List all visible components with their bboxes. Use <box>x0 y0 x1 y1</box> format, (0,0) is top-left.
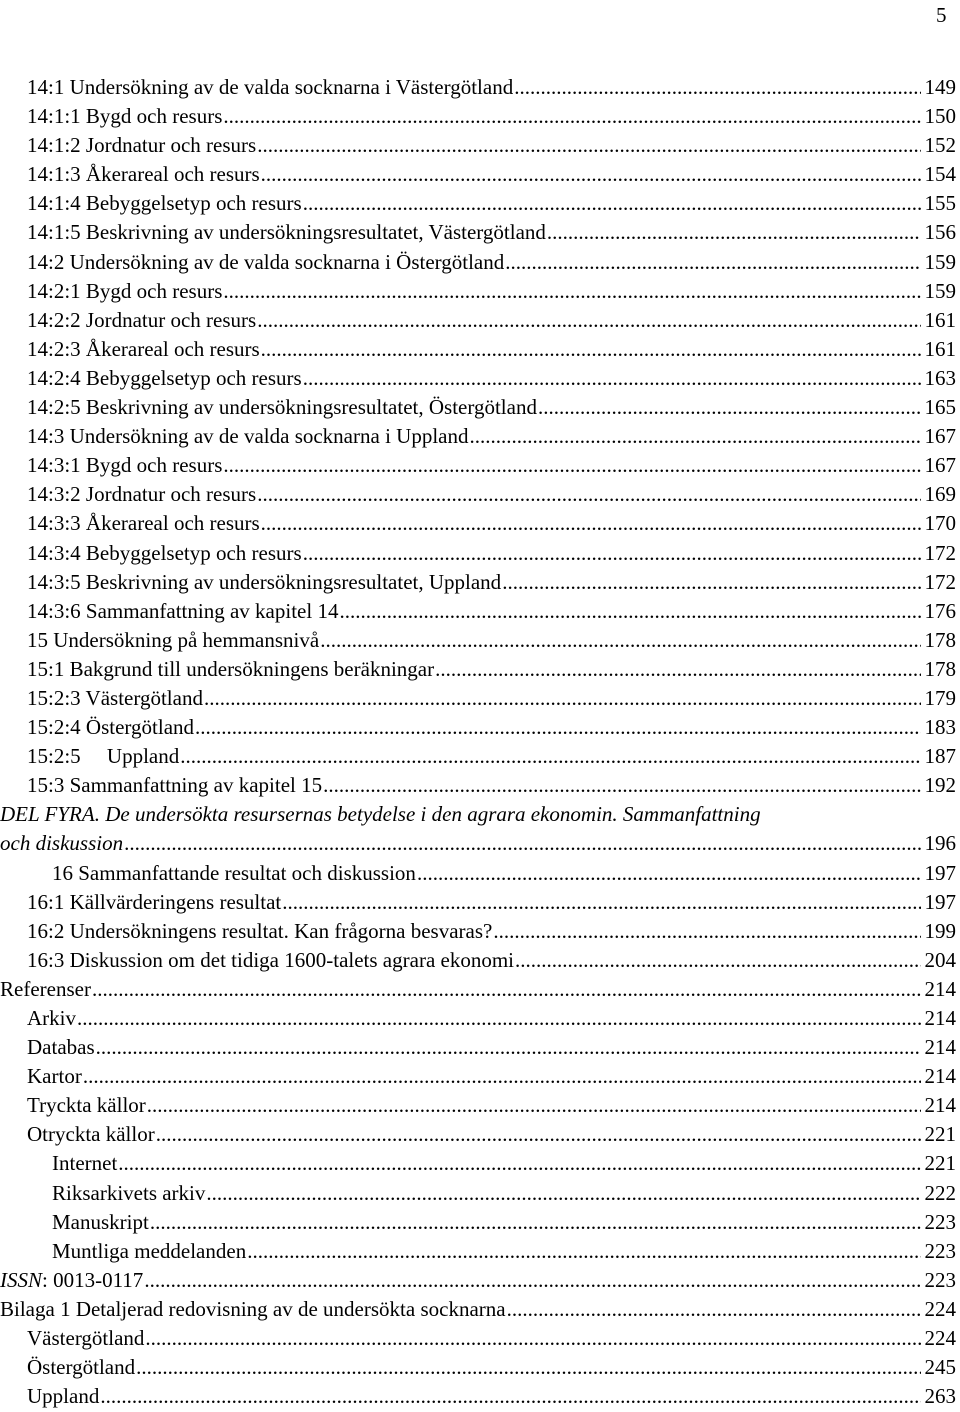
toc-entry-del-fyra[interactable] <box>0 800 956 858</box>
toc-entry[interactable] <box>0 131 956 160</box>
toc-entry-label: Referenser <box>0 976 91 1001</box>
dot-leader <box>469 422 920 451</box>
dot-leader <box>144 1266 920 1295</box>
toc-entry[interactable] <box>0 888 956 917</box>
toc-entry[interactable] <box>0 1004 956 1033</box>
toc-entry-label: Muntliga meddelanden <box>52 1238 247 1263</box>
dot-leader <box>147 1091 921 1120</box>
toc-entry[interactable] <box>0 742 956 771</box>
toc-entry[interactable] <box>0 1324 956 1353</box>
dot-leader <box>83 1062 921 1091</box>
toc-entry-label: 15:2:5 Uppland <box>27 744 180 769</box>
toc-entry-page: 263 <box>924 1384 956 1409</box>
dot-leader <box>145 1324 920 1353</box>
dot-leader <box>257 306 920 335</box>
toc-entry-label: 14:3:3 Åkerareal och resurs <box>27 511 260 536</box>
toc-entry[interactable] <box>0 655 956 684</box>
toc-entry[interactable] <box>0 451 956 480</box>
dot-leader <box>547 218 921 247</box>
toc-entry-page: 223 <box>924 1238 956 1263</box>
toc-entry-page: 179 <box>924 685 956 710</box>
dot-leader <box>257 131 920 160</box>
toc-entry-page: 161 <box>924 307 956 332</box>
toc-entry[interactable] <box>0 1295 956 1324</box>
toc-entry[interactable] <box>0 859 956 888</box>
dot-leader <box>417 859 921 888</box>
toc-entry-label: Databas <box>27 1035 95 1060</box>
issn-abbreviation: ISSN <box>0 1267 42 1292</box>
toc-entry-page: 199 <box>924 918 956 943</box>
toc-entry-page: 159 <box>924 278 956 303</box>
toc-entry-page: 187 <box>924 744 956 769</box>
dot-leader <box>180 742 920 771</box>
dot-leader <box>247 1237 920 1266</box>
dot-leader <box>223 277 920 306</box>
toc-entry-label: 14:1:3 Åkerareal och resurs <box>27 162 260 187</box>
toc-entry-label: 14:1:2 Jordnatur och resurs <box>27 133 257 158</box>
dot-leader <box>538 393 921 422</box>
toc-entry-page: 152 <box>924 133 956 158</box>
toc-entry-page: 165 <box>924 395 956 420</box>
toc-entry[interactable] <box>0 102 956 131</box>
page-number: 5 <box>936 3 947 27</box>
toc-entry-page: 192 <box>924 773 956 798</box>
toc-entry-label: 16:3 Diskussion om det tidiga 1600-talets agrara ekonomi <box>27 947 514 972</box>
toc-entry-label: Internet <box>52 1151 118 1176</box>
toc-entry-label: 15:2:3 Västergötland <box>27 685 203 710</box>
toc-entry[interactable] <box>0 1149 956 1178</box>
toc-entry-page: 224 <box>924 1326 956 1351</box>
dot-leader <box>204 684 921 713</box>
toc-entry[interactable] <box>0 160 956 189</box>
toc-entry-label: 14:1:1 Bygd och resurs <box>27 104 223 129</box>
dot-leader <box>124 829 920 858</box>
toc-entry[interactable] <box>0 946 956 975</box>
dot-leader <box>100 1382 920 1411</box>
issn-number: : 0013-0117 <box>42 1267 144 1292</box>
toc-entry[interactable] <box>0 626 956 655</box>
toc-entry-page: 214 <box>924 1064 956 1089</box>
toc-entry[interactable] <box>0 393 956 422</box>
toc-entry[interactable] <box>0 306 956 335</box>
toc-entry-page: 214 <box>924 1006 956 1030</box>
dot-leader <box>223 451 920 480</box>
toc-entry-page: 178 <box>924 656 956 681</box>
table-of-contents <box>0 73 956 1411</box>
toc-entry[interactable] <box>0 1237 956 1266</box>
toc-entry-label: Västergötland <box>27 1326 145 1351</box>
toc-entry[interactable] <box>0 1382 956 1411</box>
toc-entry-label: 14:3:4 Bebyggelsetyp och resurs <box>27 540 302 565</box>
toc-entry-page: 155 <box>924 191 956 216</box>
toc-entry-page: 178 <box>924 627 956 652</box>
toc-entry-label: Tryckta källor <box>27 1093 146 1118</box>
toc-entry-page: 159 <box>924 249 956 274</box>
dot-leader <box>303 364 921 393</box>
toc-entry-label: 16 Sammanfattande resultat och diskussion <box>52 860 416 885</box>
dot-leader <box>77 1004 921 1033</box>
toc-entry[interactable] <box>0 480 956 509</box>
toc-section-14-15 <box>0 73 956 800</box>
toc-entry-label: 14:2:2 Jordnatur och resurs <box>27 307 257 332</box>
toc-entry[interactable] <box>0 1033 956 1062</box>
toc-entry-page: 224 <box>924 1296 956 1321</box>
toc-entry-label: 15:1 Bakgrund till undersökningens beräkningar <box>27 656 435 681</box>
toc-entry-label <box>0 1266 143 1295</box>
toc-entry-page: 169 <box>924 482 956 507</box>
toc-entry[interactable] <box>0 189 956 218</box>
toc-entry-label: 14:2:5 Beskrivning av undersökningsresultatet, Östergötland <box>27 395 537 420</box>
dot-leader <box>156 1120 921 1149</box>
toc-entry-label: Otryckta källor <box>27 1122 155 1147</box>
toc-entry-label: 16:1 Källvärderingens resultat <box>27 889 282 914</box>
toc-entry-label: 14:2:4 Bebyggelsetyp och resurs <box>27 365 302 390</box>
toc-entry-label-continued: och diskussion <box>0 831 124 856</box>
toc-entry-label: 14:1:5 Beskrivning av undersökningsresultatet, Västergötland <box>27 220 546 245</box>
toc-entry-label: 15 Undersökning på hemmansnivå <box>27 627 320 652</box>
toc-entry-label: 14:1 Undersökning av de valda socknarna i Västergötland <box>27 75 514 99</box>
toc-entry-page: 221 <box>924 1151 956 1176</box>
dot-leader <box>320 626 920 655</box>
toc-entry-label: 14:3:5 Beskrivning av undersökningsresultatet, Uppland <box>27 569 502 594</box>
toc-entry-label: 14:3:2 Jordnatur och resurs <box>27 482 257 507</box>
toc-entry[interactable] <box>0 684 956 713</box>
toc-entry-label: 14:3:1 Bygd och resurs <box>27 453 223 478</box>
toc-entry-label: Uppland <box>27 1384 100 1409</box>
toc-entry-label: Arkiv <box>27 1006 76 1030</box>
toc-entry[interactable] <box>0 1091 956 1120</box>
toc-entry-label: Riksarkivets arkiv <box>52 1180 206 1205</box>
toc-entry-label: 14:1:4 Bebyggelsetyp och resurs <box>27 191 302 216</box>
toc-entry-page: 170 <box>924 511 956 536</box>
toc-entry-page: 167 <box>924 453 956 478</box>
toc-entry[interactable] <box>0 422 956 451</box>
toc-entry-page: 161 <box>924 336 956 361</box>
dot-leader <box>257 480 920 509</box>
dot-leader <box>282 888 920 917</box>
toc-entry[interactable] <box>0 335 956 364</box>
dot-leader <box>303 539 921 568</box>
toc-entry[interactable] <box>0 248 956 277</box>
toc-entry[interactable] <box>0 1120 956 1149</box>
toc-entry-page: 222 <box>924 1180 956 1205</box>
toc-entry-label: 14:2 Undersökning av de valda socknarna i Östergötland <box>27 249 505 274</box>
dot-leader <box>150 1208 921 1237</box>
toc-entry-page: 197 <box>924 889 956 914</box>
toc-entry-page: 214 <box>924 1035 956 1060</box>
toc-entry-label: 16:2 Undersökningens resultat. Kan frågorna besvaras? <box>27 918 493 943</box>
toc-section-16-references <box>0 859 956 1266</box>
toc-entry[interactable] <box>0 568 956 597</box>
toc-entry[interactable] <box>0 509 956 538</box>
toc-entry-page: 172 <box>924 569 956 594</box>
dot-leader <box>195 713 920 742</box>
toc-entry[interactable] <box>0 1062 956 1091</box>
dot-leader <box>515 946 921 975</box>
toc-entry-label: 14:3:6 Sammanfattning av kapitel 14 <box>27 598 339 623</box>
toc-entry-page: 214 <box>924 1093 956 1118</box>
toc-entry-page: 245 <box>924 1355 956 1380</box>
dot-leader <box>261 160 921 189</box>
dot-leader <box>261 335 921 364</box>
toc-entry-page: 154 <box>924 162 956 187</box>
dot-leader <box>118 1149 920 1178</box>
toc-entry-label: Kartor <box>27 1064 82 1089</box>
dot-leader <box>206 1179 920 1208</box>
toc-entry[interactable] <box>0 1353 956 1382</box>
dot-leader <box>136 1353 920 1382</box>
toc-entry-page: 196 <box>924 831 956 856</box>
dot-leader <box>493 917 920 946</box>
toc-entry-page: 223 <box>924 1267 956 1292</box>
toc-entry-page: 163 <box>924 365 956 390</box>
toc-entry[interactable] <box>0 218 956 247</box>
dot-leader <box>303 189 921 218</box>
toc-entry[interactable] <box>0 771 956 800</box>
toc-entry-page: 197 <box>924 860 956 885</box>
toc-entry-page: 149 <box>924 75 956 99</box>
toc-entry[interactable] <box>0 73 956 102</box>
toc-entry-page: 172 <box>924 540 956 565</box>
toc-entry-label: DEL FYRA. De undersökta resursernas betydelse i den agrara ekonomin. Sammanfattning <box>0 802 761 827</box>
toc-entry[interactable] <box>0 277 956 306</box>
toc-entry-label: Östergötland <box>27 1355 136 1380</box>
toc-entry-label: 14:2:1 Bygd och resurs <box>27 278 223 303</box>
dot-leader <box>223 102 920 131</box>
toc-entry-label: Manuskript <box>52 1209 149 1234</box>
toc-entry-label: 15:2:4 Östergötland <box>27 715 195 740</box>
toc-entry-page: 204 <box>924 947 956 972</box>
dot-leader <box>261 509 921 538</box>
dot-leader <box>507 1295 921 1324</box>
toc-entry-page: 176 <box>924 598 956 623</box>
toc-entry[interactable] <box>0 539 956 568</box>
dot-leader <box>96 1033 921 1062</box>
toc-entry[interactable] <box>0 1179 956 1208</box>
toc-section-appendix <box>0 1295 956 1411</box>
dot-leader <box>339 597 920 626</box>
toc-entry-page: 167 <box>924 424 956 449</box>
toc-entry[interactable] <box>0 713 956 742</box>
dot-leader <box>323 771 920 800</box>
toc-entry[interactable] <box>0 975 956 1004</box>
dot-leader <box>435 655 920 684</box>
toc-entry[interactable] <box>0 364 956 393</box>
dot-leader <box>92 975 921 1004</box>
toc-entry-label: Bilaga 1 Detaljerad redovisning av de undersökta socknarna <box>0 1296 506 1321</box>
toc-entry-page: 223 <box>924 1209 956 1234</box>
toc-entry[interactable] <box>0 917 956 946</box>
toc-entry-page: 221 <box>924 1122 956 1147</box>
dot-leader <box>505 248 920 277</box>
toc-entry[interactable] <box>0 1208 956 1237</box>
dot-leader <box>502 568 920 597</box>
toc-entry[interactable] <box>0 597 956 626</box>
toc-entry-label: 14:2:3 Åkerareal och resurs <box>27 336 260 361</box>
toc-entry-issn[interactable] <box>0 1266 956 1295</box>
toc-entry-label: 15:3 Sammanfattning av kapitel 15 <box>27 773 323 798</box>
toc-entry-page: 150 <box>924 104 956 129</box>
dot-leader <box>514 73 920 102</box>
toc-entry-label: 14:3 Undersökning av de valda socknarna i Uppland <box>27 424 469 449</box>
toc-entry-page: 156 <box>924 220 956 245</box>
toc-entry-page: 214 <box>924 976 956 1001</box>
toc-entry-page: 183 <box>924 715 956 740</box>
